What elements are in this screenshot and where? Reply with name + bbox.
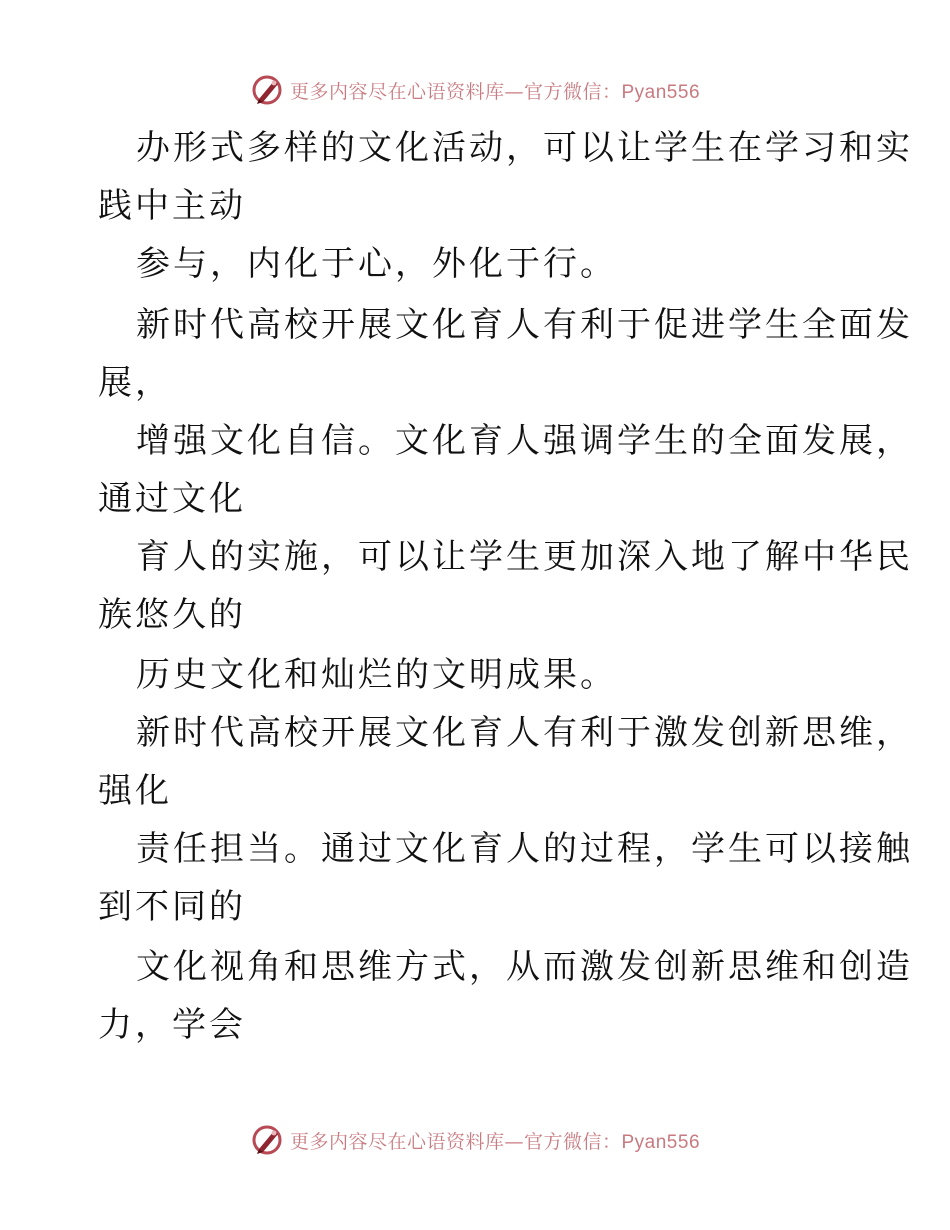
watermark-text: 更多内容尽在心语资料库—官方微信：Pyan556 <box>289 80 701 103</box>
text-line: 办形式多样的文化活动，可以让学生在学习和实 <box>136 128 913 168</box>
text-line: 践中主动 <box>98 186 246 226</box>
text-line: 强化 <box>98 771 172 811</box>
pen-circle-logo-icon <box>250 73 284 107</box>
text-line: 历史文化和灿烂的文明成果。 <box>136 655 617 695</box>
text-line: 参与，内化于心，外化于行。 <box>136 244 617 284</box>
text-line: 到不同的 <box>98 887 246 927</box>
text-line: 展， <box>98 363 172 403</box>
pen-circle-logo-icon <box>250 1123 284 1157</box>
text-line: 新时代高校开展文化育人有利于促进学生全面发 <box>136 305 913 345</box>
text-line: 责任担当。通过文化育人的过程，学生可以接触 <box>136 829 913 869</box>
text-line: 文化视角和思维方式，从而激发创新思维和创造 <box>136 947 913 987</box>
text-line: 新时代高校开展文化育人有利于激发创新思维， <box>136 713 913 753</box>
footer-watermark <box>0 1120 950 1160</box>
text-line: 族悠久的 <box>98 595 246 635</box>
header-watermark <box>0 70 950 110</box>
text-line: 育人的实施，可以让学生更加深入地了解中华民 <box>136 537 913 577</box>
text-line: 通过文化 <box>98 479 246 519</box>
text-line: 力，学会 <box>98 1005 246 1045</box>
text-line: 增强文化自信。文化育人强调学生的全面发展， <box>136 421 913 461</box>
watermark-text: 更多内容尽在心语资料库—官方微信：Pyan556 <box>289 1130 701 1153</box>
